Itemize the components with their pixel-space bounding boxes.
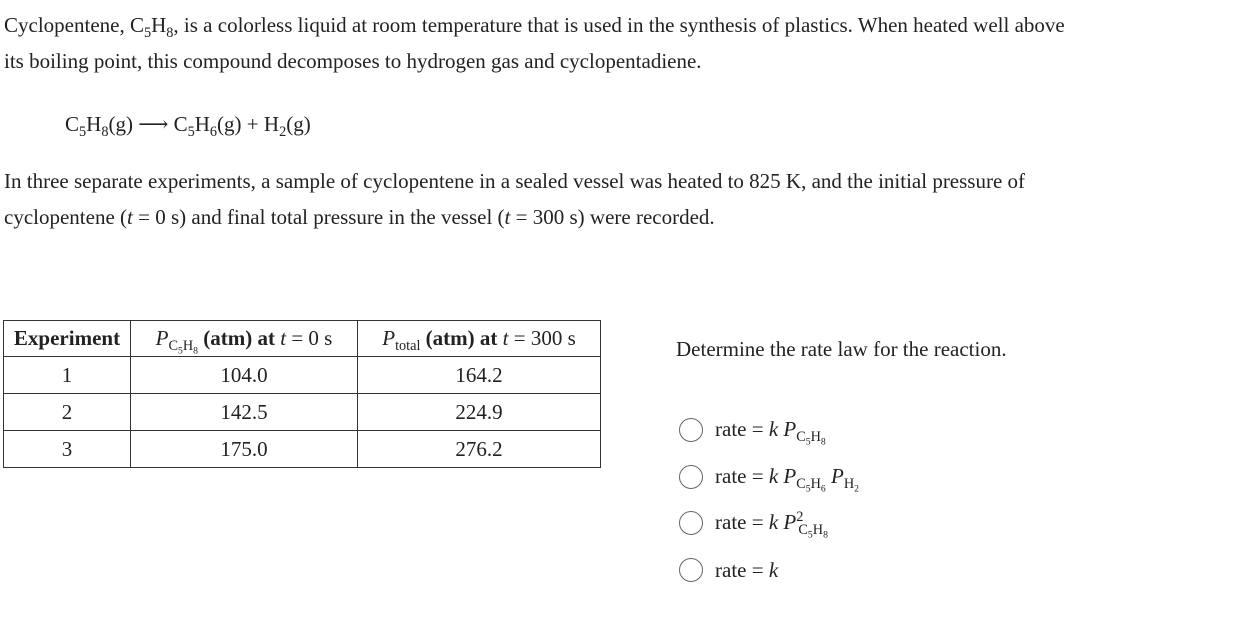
header-experiment: Experiment	[4, 321, 131, 357]
cell-initial-pressure: 142.5	[131, 394, 358, 431]
answer-option-label: rate = k $P^2_{C_5H_8}$	[715, 509, 828, 541]
answer-option-2[interactable]	[679, 462, 860, 495]
cell-experiment: 1	[4, 357, 131, 394]
answer-option-1[interactable]	[679, 415, 826, 448]
experiment-line-2: cyclopentene (t = 0 s) and final total pressure in the vessel (t = 300 s) were recorded.	[4, 205, 715, 229]
cell-experiment: 2	[4, 394, 131, 431]
cell-total-pressure: 276.2	[358, 431, 601, 468]
answer-option-4[interactable]	[679, 555, 778, 585]
intro-line-2: its boiling point, this compound decomposes to hydrogen gas and cyclopentadiene.	[4, 49, 702, 73]
radio-button[interactable]	[679, 511, 703, 535]
table-row	[4, 394, 601, 431]
pressure-data-table	[3, 320, 601, 468]
answer-option-3[interactable]	[679, 508, 828, 541]
reaction-arrow: ⟶	[138, 112, 169, 136]
table-row	[4, 431, 601, 468]
cell-experiment: 3	[4, 431, 131, 468]
cell-total-pressure: 224.9	[358, 394, 601, 431]
header-total-pressure: $P_{total}$ (atm) at t = 300 s	[358, 321, 601, 357]
cell-total-pressure: 164.2	[358, 357, 601, 394]
radio-button[interactable]	[679, 418, 703, 442]
radio-button[interactable]	[679, 465, 703, 489]
answer-option-label: rate = k $P_{C_5H_6}$ $P_{H_2}$	[715, 464, 860, 495]
cell-initial-pressure: 175.0	[131, 431, 358, 468]
cell-initial-pressure: 104.0	[131, 357, 358, 394]
header-initial-pressure: $P_{C_5H_8}$ (atm) at t = 0 s	[131, 321, 358, 357]
reaction-equation: $C_5H_8(g)$ ⟶ $C_5H_6(g) + H_2(g)$	[65, 112, 311, 140]
table-header-row	[4, 321, 601, 357]
intro-line-1: Cyclopentene, $C_5H_8$, is a colorless liquid at room temperature that is used in the synthesis of plastics. When heated well above	[4, 13, 1065, 41]
table-row	[4, 357, 601, 394]
question-prompt: Determine the rate law for the reaction.	[676, 337, 1007, 361]
radio-button[interactable]	[679, 558, 703, 582]
experiment-line-1: In three separate experiments, a sample of cyclopentene in a sealed vessel was heated to 825 K, and the initial pressure of	[4, 169, 1026, 193]
answer-option-label: rate = k $P_{C_5H_8}$	[715, 417, 826, 448]
answer-option-label: rate = k	[715, 557, 779, 582]
